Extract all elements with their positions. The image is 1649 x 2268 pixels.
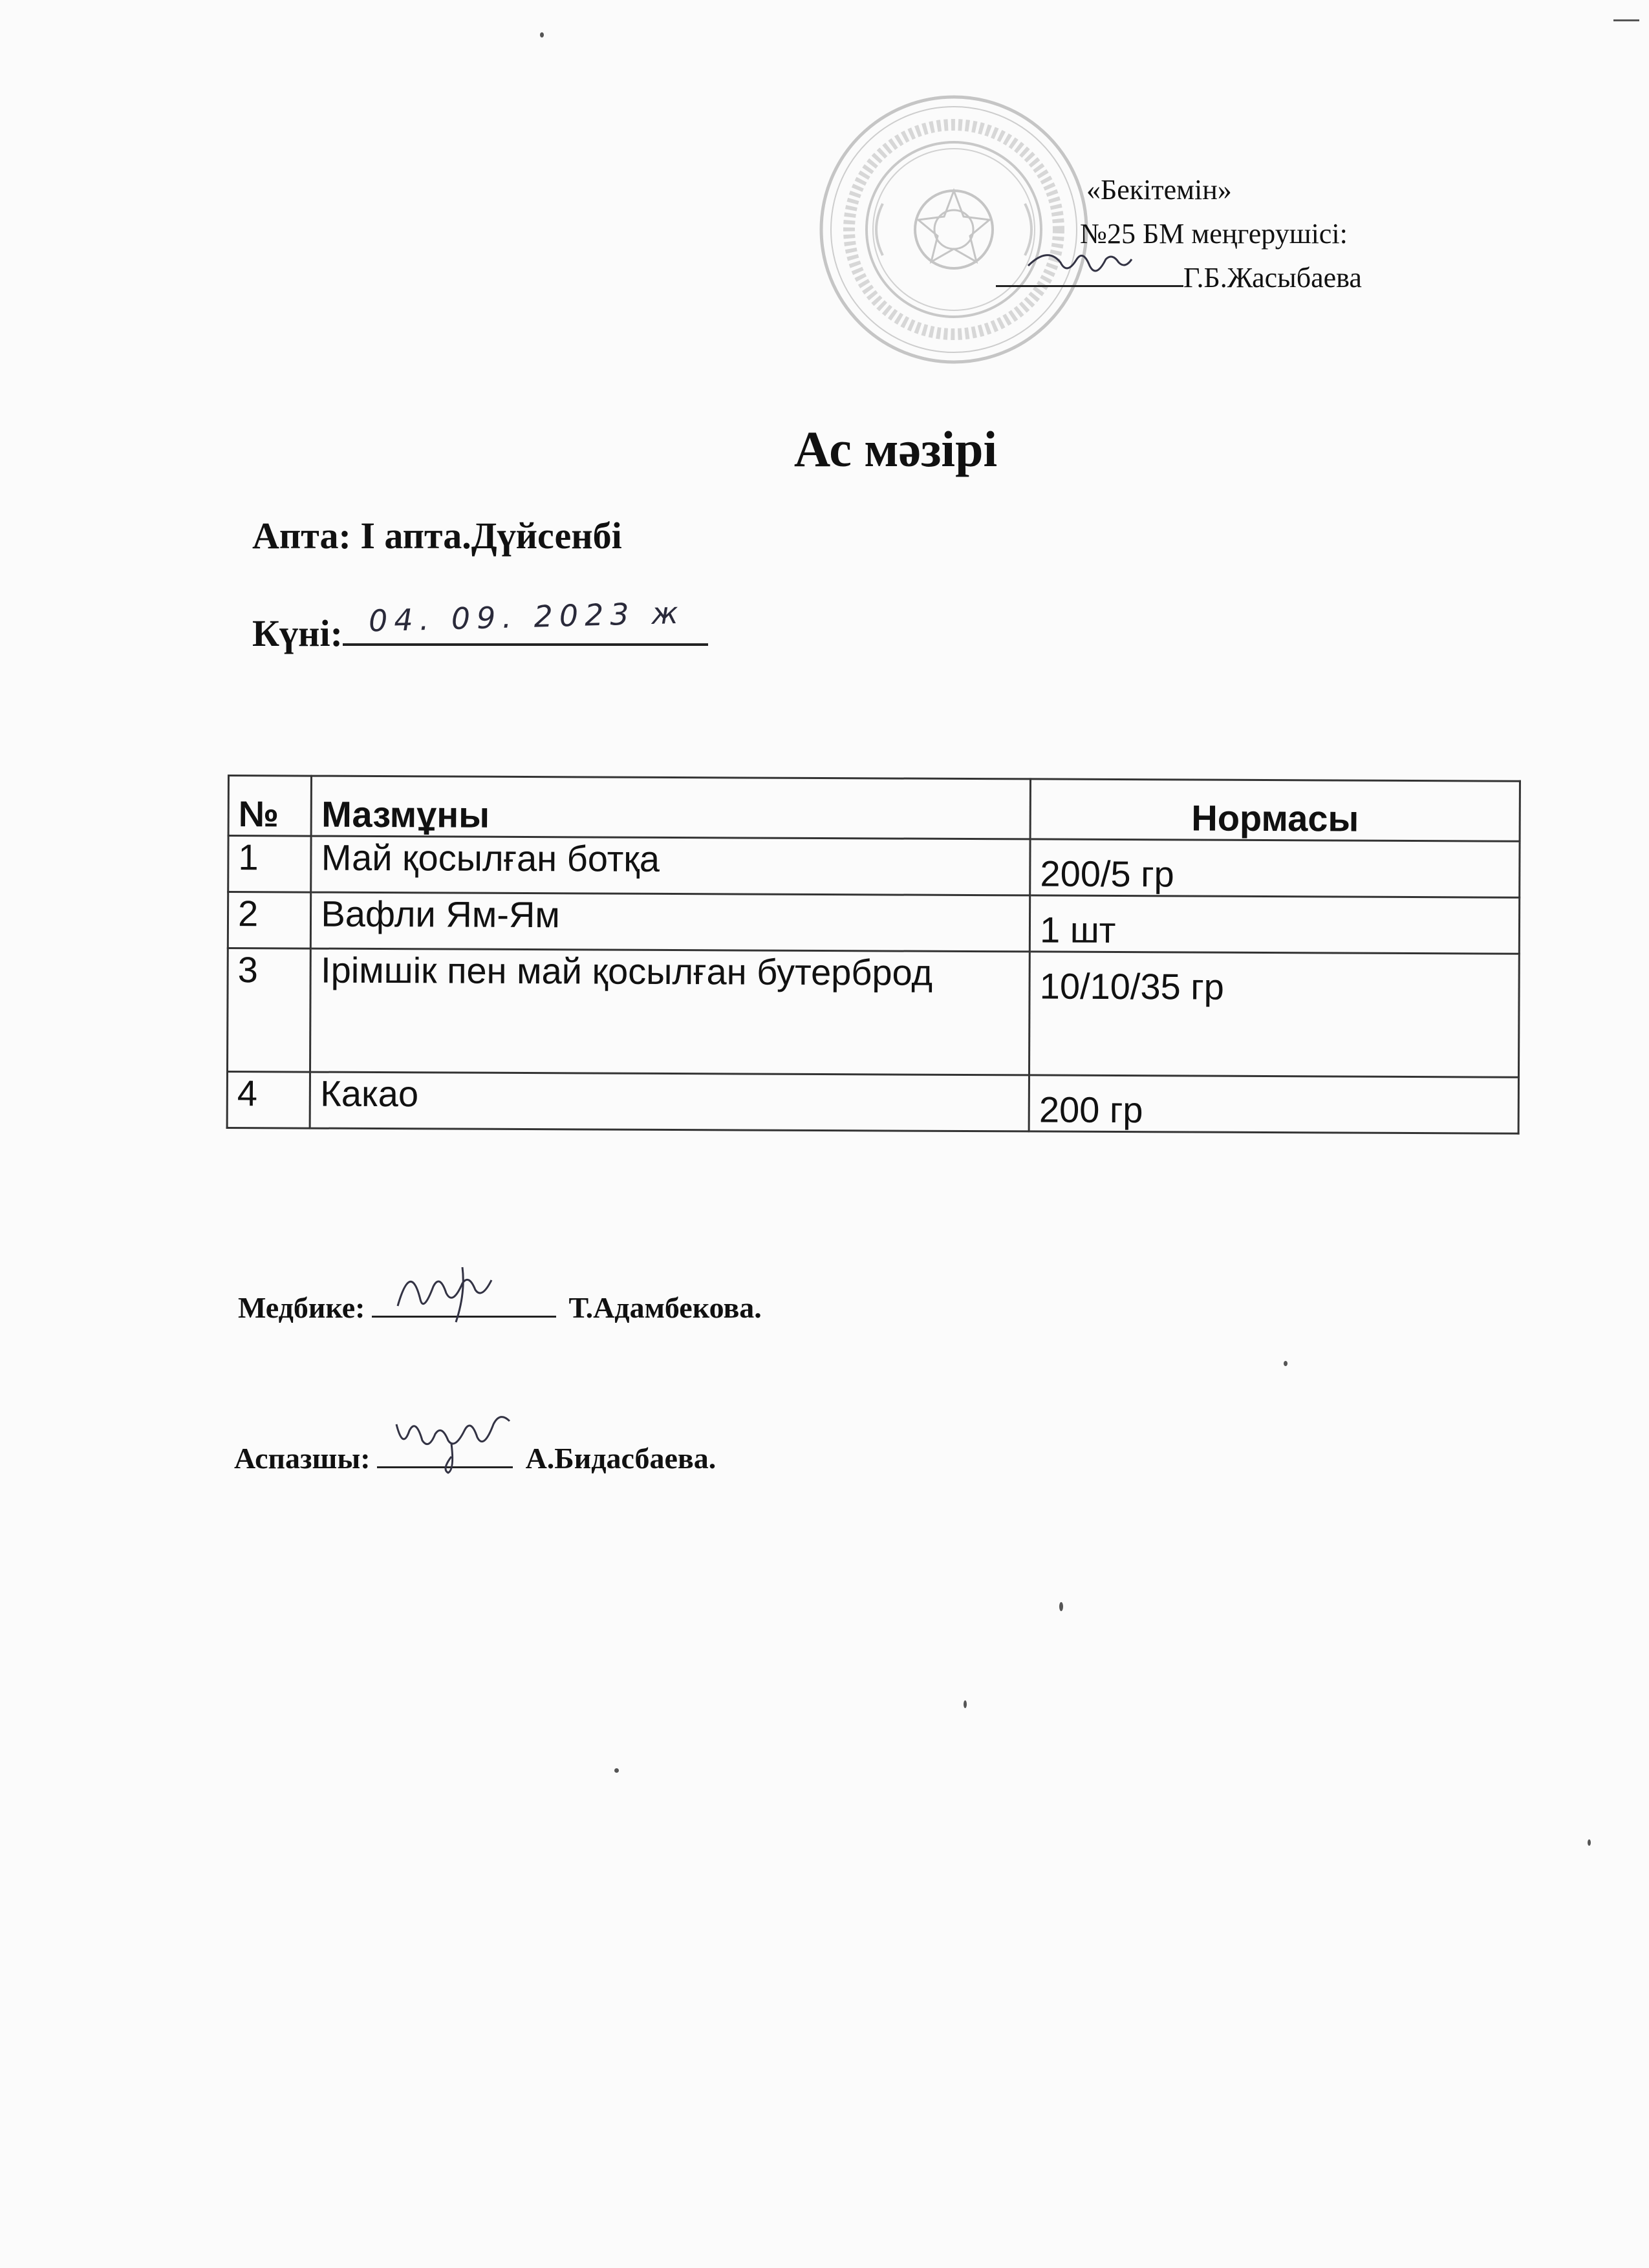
- header-norm: Нормасы: [1030, 779, 1520, 841]
- row-name: Какао: [310, 1072, 1029, 1131]
- director-name: Г.Б.Жасыбаева: [1183, 262, 1362, 294]
- page-title: Ас мәзірі: [793, 421, 998, 477]
- table-row: [228, 836, 1520, 898]
- scan-speck: [540, 32, 544, 37]
- scan-speck: [1284, 1361, 1288, 1366]
- director-signature-line: [996, 259, 1183, 287]
- row-number: 2: [228, 892, 311, 949]
- scan-speck: [1613, 19, 1639, 21]
- nurse-signature-line: [372, 1290, 556, 1318]
- scan-speck: [964, 1700, 967, 1708]
- row-name: Май қосылған ботқа: [311, 836, 1030, 895]
- table-row: [227, 1072, 1518, 1134]
- cook-signature-row: [234, 1440, 716, 1475]
- nurse-name: Т.Адамбекова.: [568, 1291, 762, 1324]
- scan-speck: [1588, 1839, 1591, 1846]
- approval-signature-row: [996, 256, 1461, 300]
- week-line: Апта: I апта.Дүйсенбі: [252, 515, 622, 557]
- row-name: Вафли Ям-Ям: [311, 892, 1030, 952]
- row-norm: 200/5 гр: [1030, 839, 1520, 897]
- row-number: 3: [227, 948, 310, 1073]
- approval-block: [996, 168, 1461, 300]
- approval-heading: «Бекітемін»: [1086, 174, 1232, 206]
- row-norm: 1 шт: [1029, 895, 1519, 954]
- scan-speck: [614, 1768, 619, 1773]
- nurse-signature-row: [238, 1290, 762, 1325]
- cook-signature: [390, 1405, 519, 1476]
- row-norm: 10/10/35 гр: [1029, 952, 1520, 1077]
- menu-table: [226, 775, 1521, 1135]
- date-field: [343, 595, 708, 646]
- row-norm: 200 гр: [1029, 1075, 1518, 1133]
- director-signature: [1022, 240, 1138, 292]
- date-line: [252, 595, 708, 655]
- row-number: 1: [228, 836, 312, 893]
- row-name: Ірімшік пен май қосылған бутерброд: [310, 948, 1030, 1075]
- nurse-signature: [385, 1254, 514, 1325]
- table-row: [228, 892, 1519, 954]
- table-header-row: [228, 776, 1520, 842]
- cook-signature-line: [377, 1440, 513, 1468]
- date-label: Күні:: [252, 612, 343, 654]
- row-number: 4: [227, 1072, 310, 1129]
- header-number: №: [228, 776, 312, 837]
- header-content: Мазмұны: [312, 776, 1031, 839]
- cook-name: А.Бидасбаева.: [525, 1442, 717, 1475]
- date-handwritten: 04. 09. 2023 ж: [368, 595, 685, 639]
- scan-speck: [1059, 1602, 1063, 1611]
- approval-position: №25 БМ меңгерушісі:: [1080, 218, 1348, 250]
- nurse-label: Медбике:: [238, 1291, 365, 1324]
- cook-label: Аспазшы:: [234, 1442, 371, 1475]
- table-row: [227, 948, 1519, 1078]
